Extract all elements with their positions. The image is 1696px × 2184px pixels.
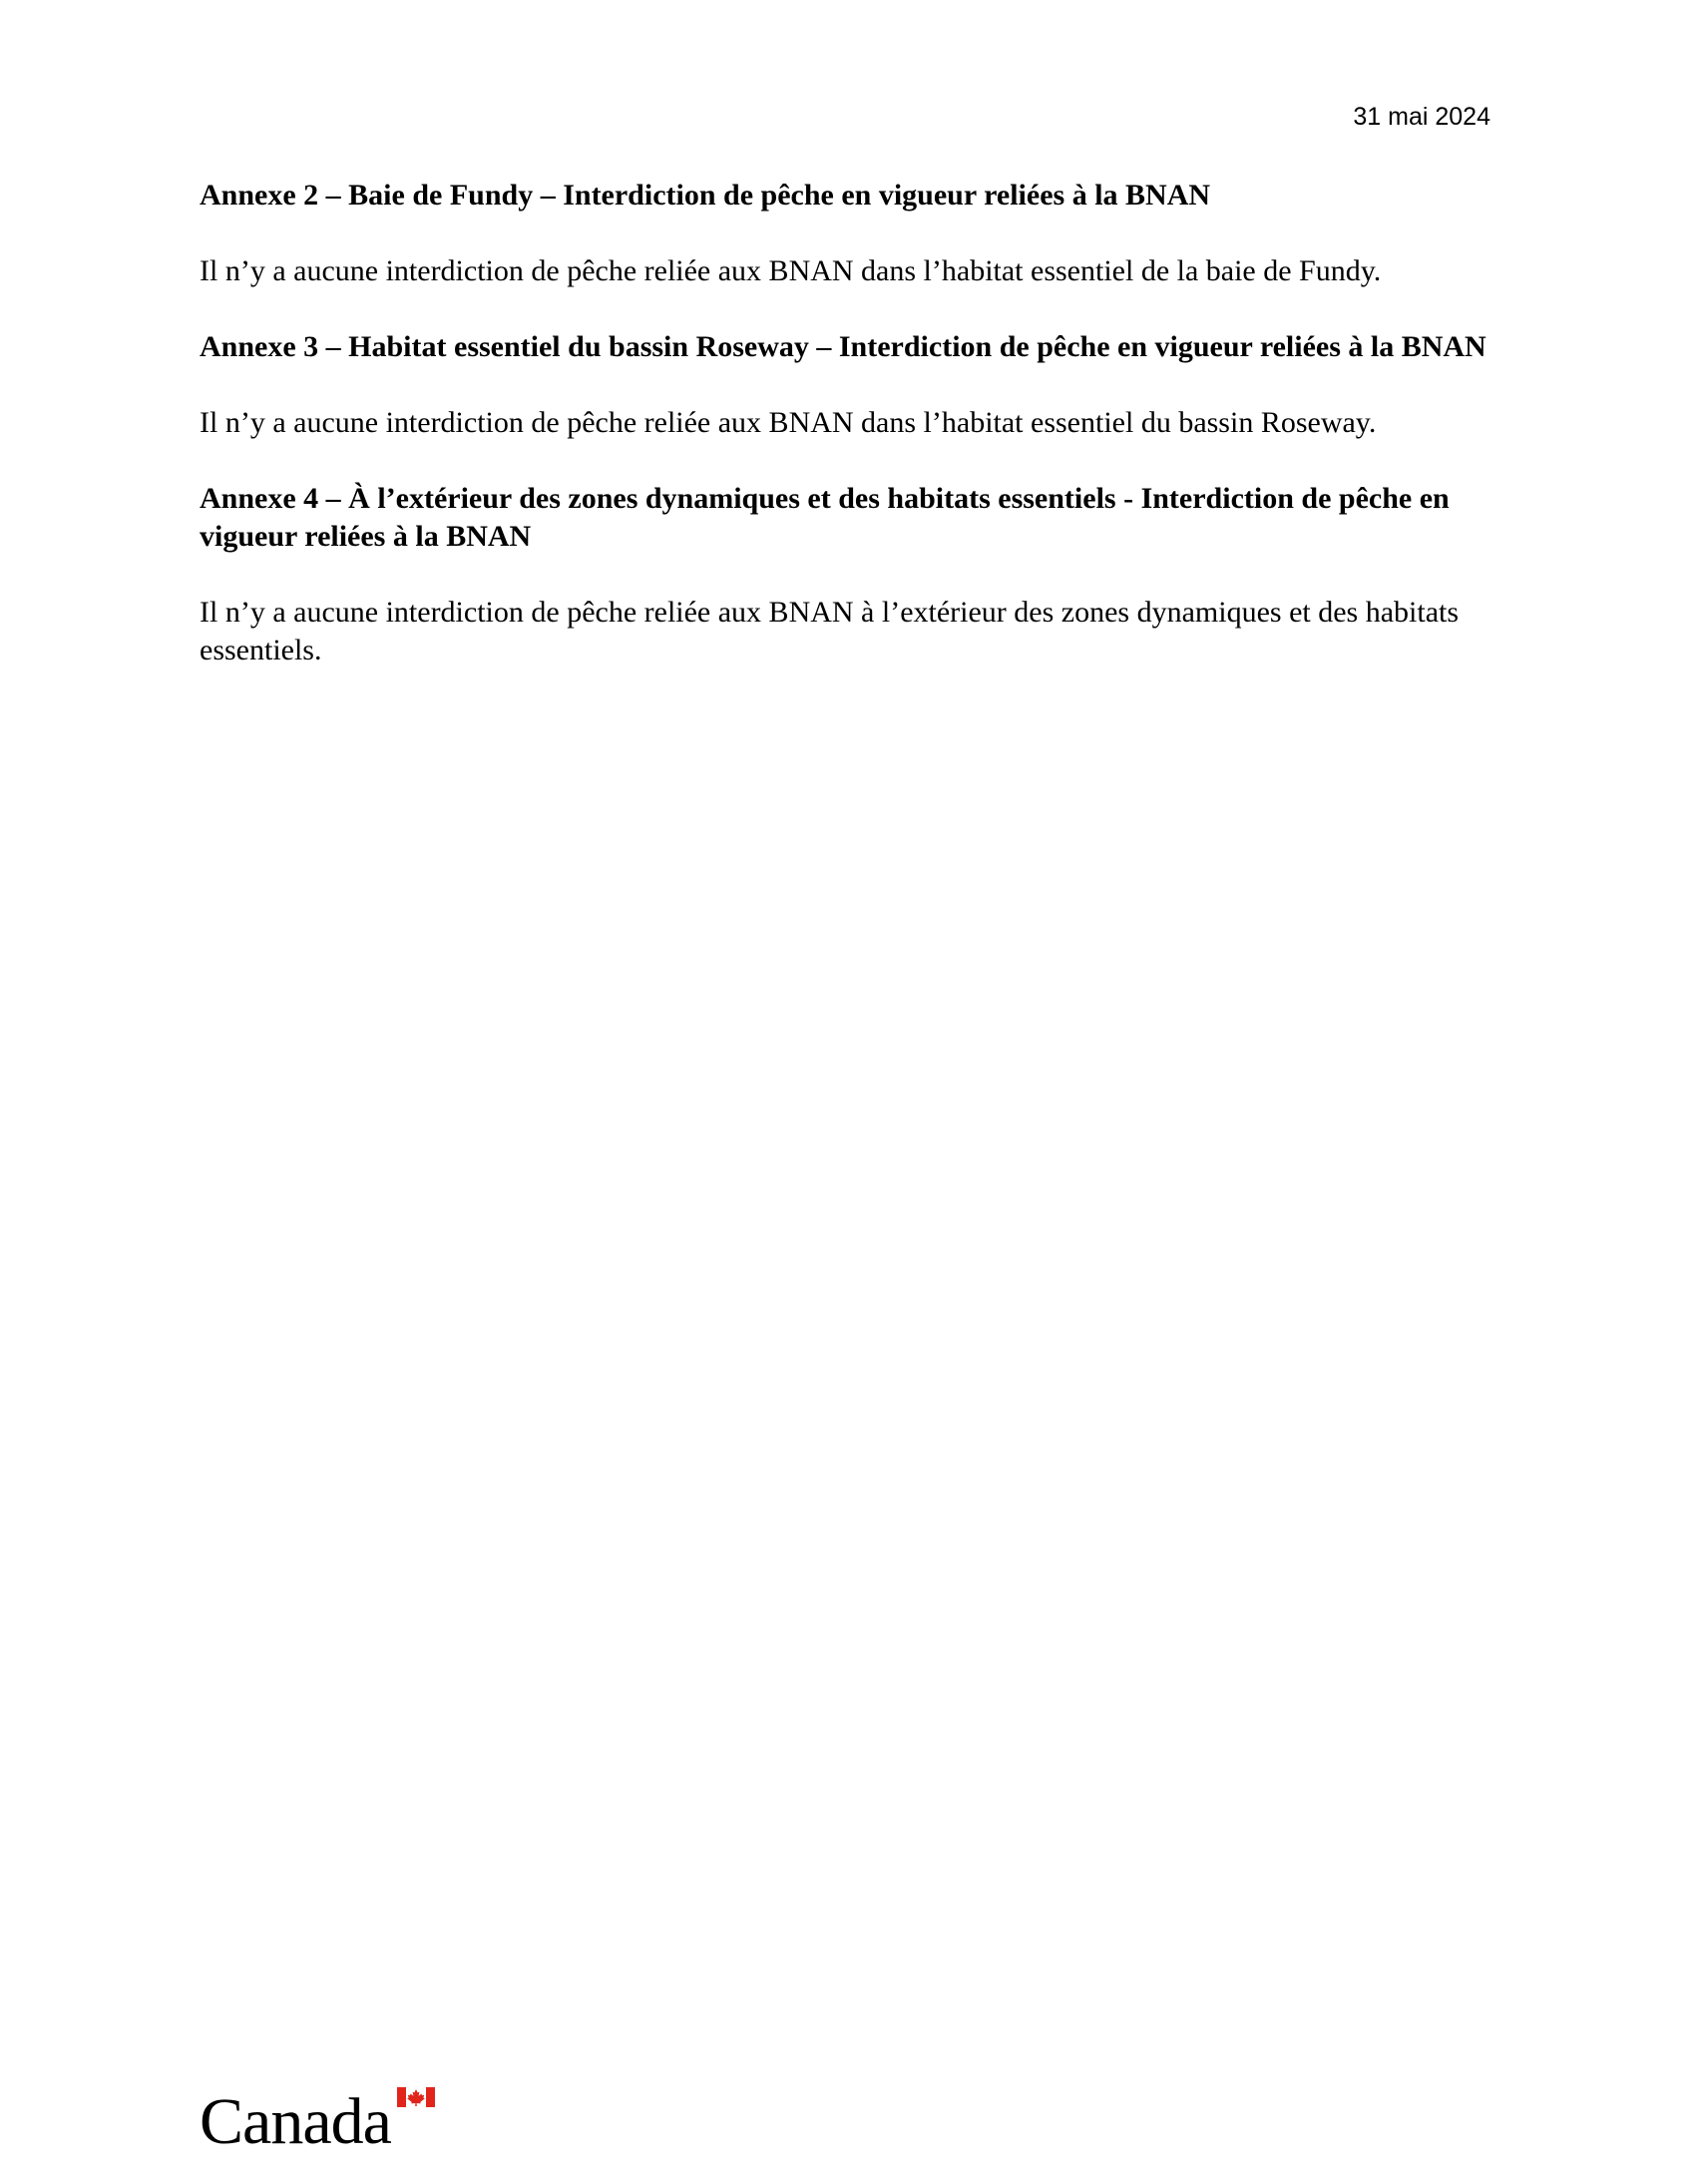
section-text: Il n’y a aucune interdiction de pêche reliée aux BNAN dans l’habitat essentiel de la baie de Fundy. [200,254,1382,287]
document-date: 31 mai 2024 [1353,103,1490,131]
section-heading: Annexe 3 – Habitat essentiel du bassin Roseway – Interdiction de pêche en vigueur reliées à la BNAN [200,330,1486,363]
section-heading: Annexe 2 – Baie de Fundy – Interdiction de pêche en vigueur reliées à la BNAN [200,179,1211,212]
canada-wordmark: Canada [200,2085,391,2158]
annex-section [200,177,1498,290]
section-text: Il n’y a aucune interdiction de pêche reliée aux BNAN dans l’habitat essentiel du bassin Roseway. [200,406,1377,439]
annex-section [200,480,1498,669]
canada-flag-icon [397,2087,435,2107]
canada-wordmark-logo [200,2087,439,2157]
section-heading: Annexe 4 – À l’extérieur des zones dynamiques et des habitats essentiels - Interdiction de pêche en vigueur reliées à la BNAN [200,482,1450,553]
section-text: Il n’y a aucune interdiction de pêche reliée aux BNAN à l’extérieur des zones dynamiques et des habitats essentiels. [200,596,1460,666]
annex-section [200,328,1498,442]
document-body [200,177,1498,707]
